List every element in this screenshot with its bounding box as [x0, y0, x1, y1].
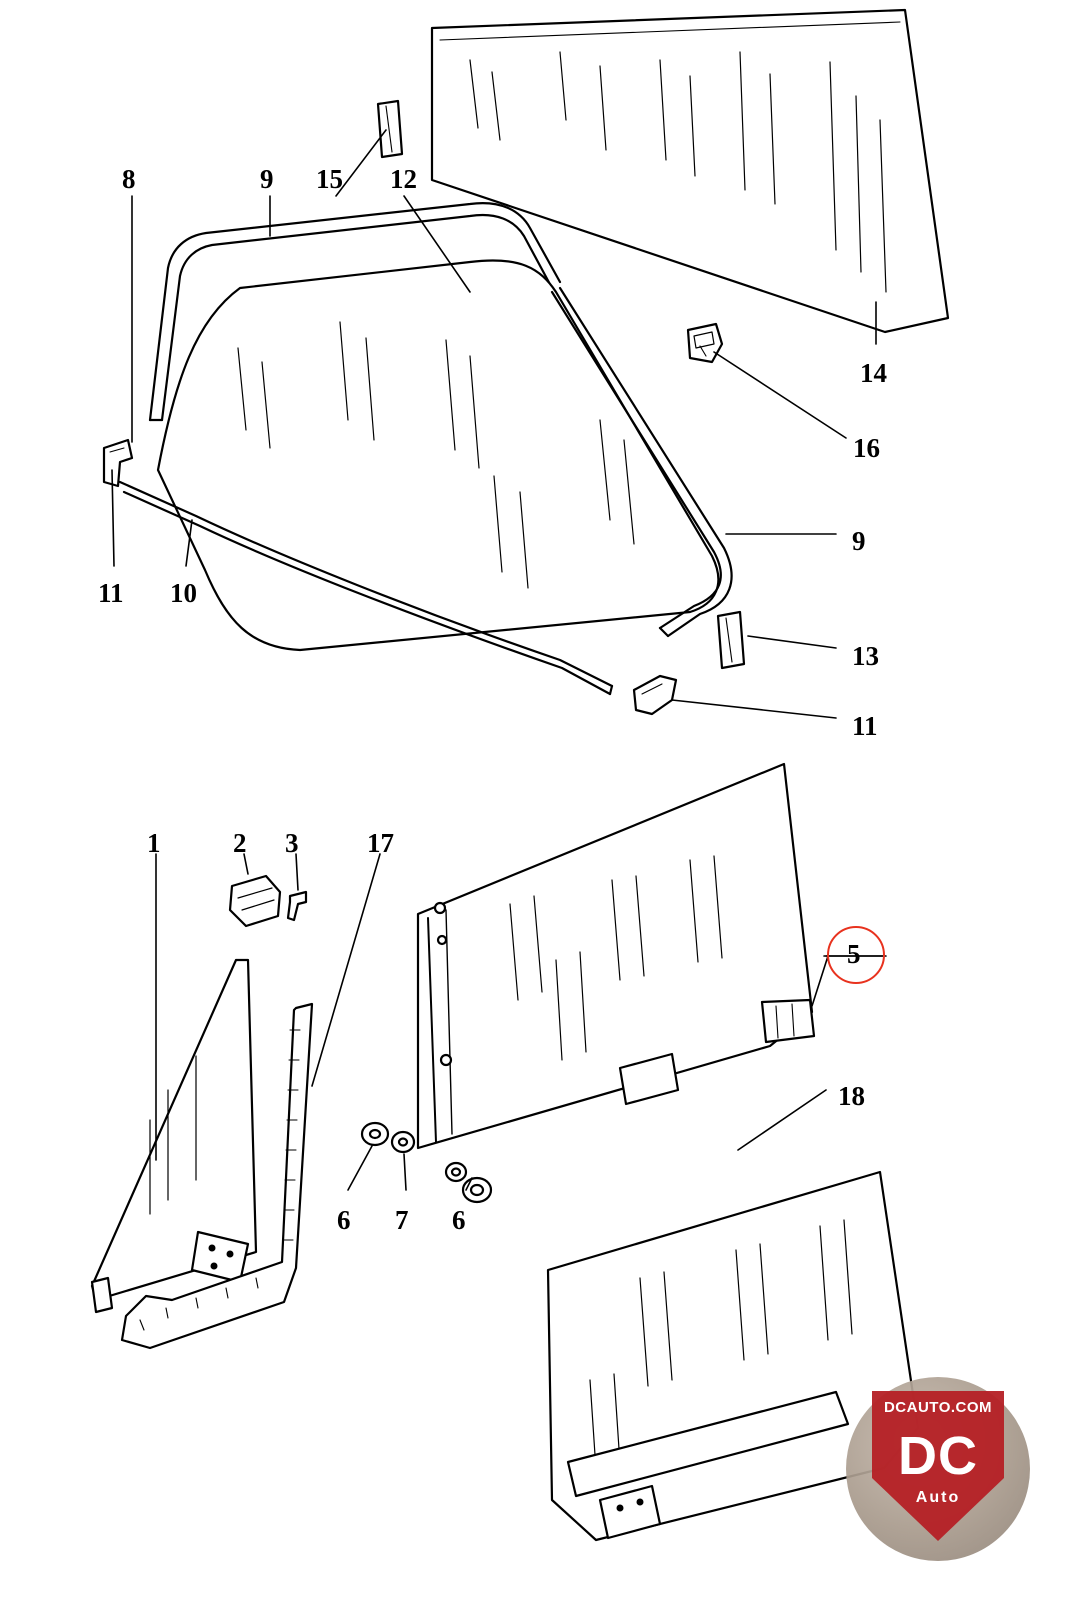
callout-15: 15 [316, 164, 343, 194]
callout-10: 10 [170, 578, 197, 608]
watermark-sub-text: Auto [915, 1489, 961, 1506]
part-16-clip [688, 324, 722, 362]
callout-17: 17 [367, 828, 394, 858]
callout-14: 14 [860, 358, 887, 388]
callout-3: 3 [285, 828, 299, 858]
callout-5: 5 [847, 939, 861, 969]
dc-auto-watermark [846, 1377, 1030, 1577]
callout-12: 12 [390, 164, 417, 194]
part-2-latch [230, 876, 280, 926]
part-5-door-glass [418, 764, 814, 1175]
callout-8: 8 [122, 164, 136, 194]
callout-6-right: 6 [452, 1205, 466, 1235]
callout-2: 2 [233, 828, 247, 858]
callout-13: 13 [852, 641, 879, 671]
callout-18: 18 [838, 1081, 865, 1111]
callout-1: 1 [147, 828, 161, 858]
callout-16: 16 [853, 433, 880, 463]
part-11-right-clip [634, 676, 676, 714]
callout-6-left: 6 [337, 1205, 351, 1235]
part-3-screw [288, 892, 306, 920]
part-windshield-glass [158, 260, 718, 650]
callout-7: 7 [395, 1205, 409, 1235]
callout-11-right: 11 [852, 711, 878, 741]
part-15-strip [378, 101, 402, 157]
callout-9-lower: 9 [852, 526, 866, 556]
watermark-main-text: DC [898, 1426, 978, 1486]
part-1-vent-glass [92, 960, 256, 1312]
part-13-strip [718, 612, 744, 668]
watermark-top-text: DCAUTO.COM [883, 1399, 993, 1416]
callout-11-left: 11 [98, 578, 124, 608]
callout-9-upper: 9 [260, 164, 274, 194]
part-11-left-clip [104, 440, 132, 486]
